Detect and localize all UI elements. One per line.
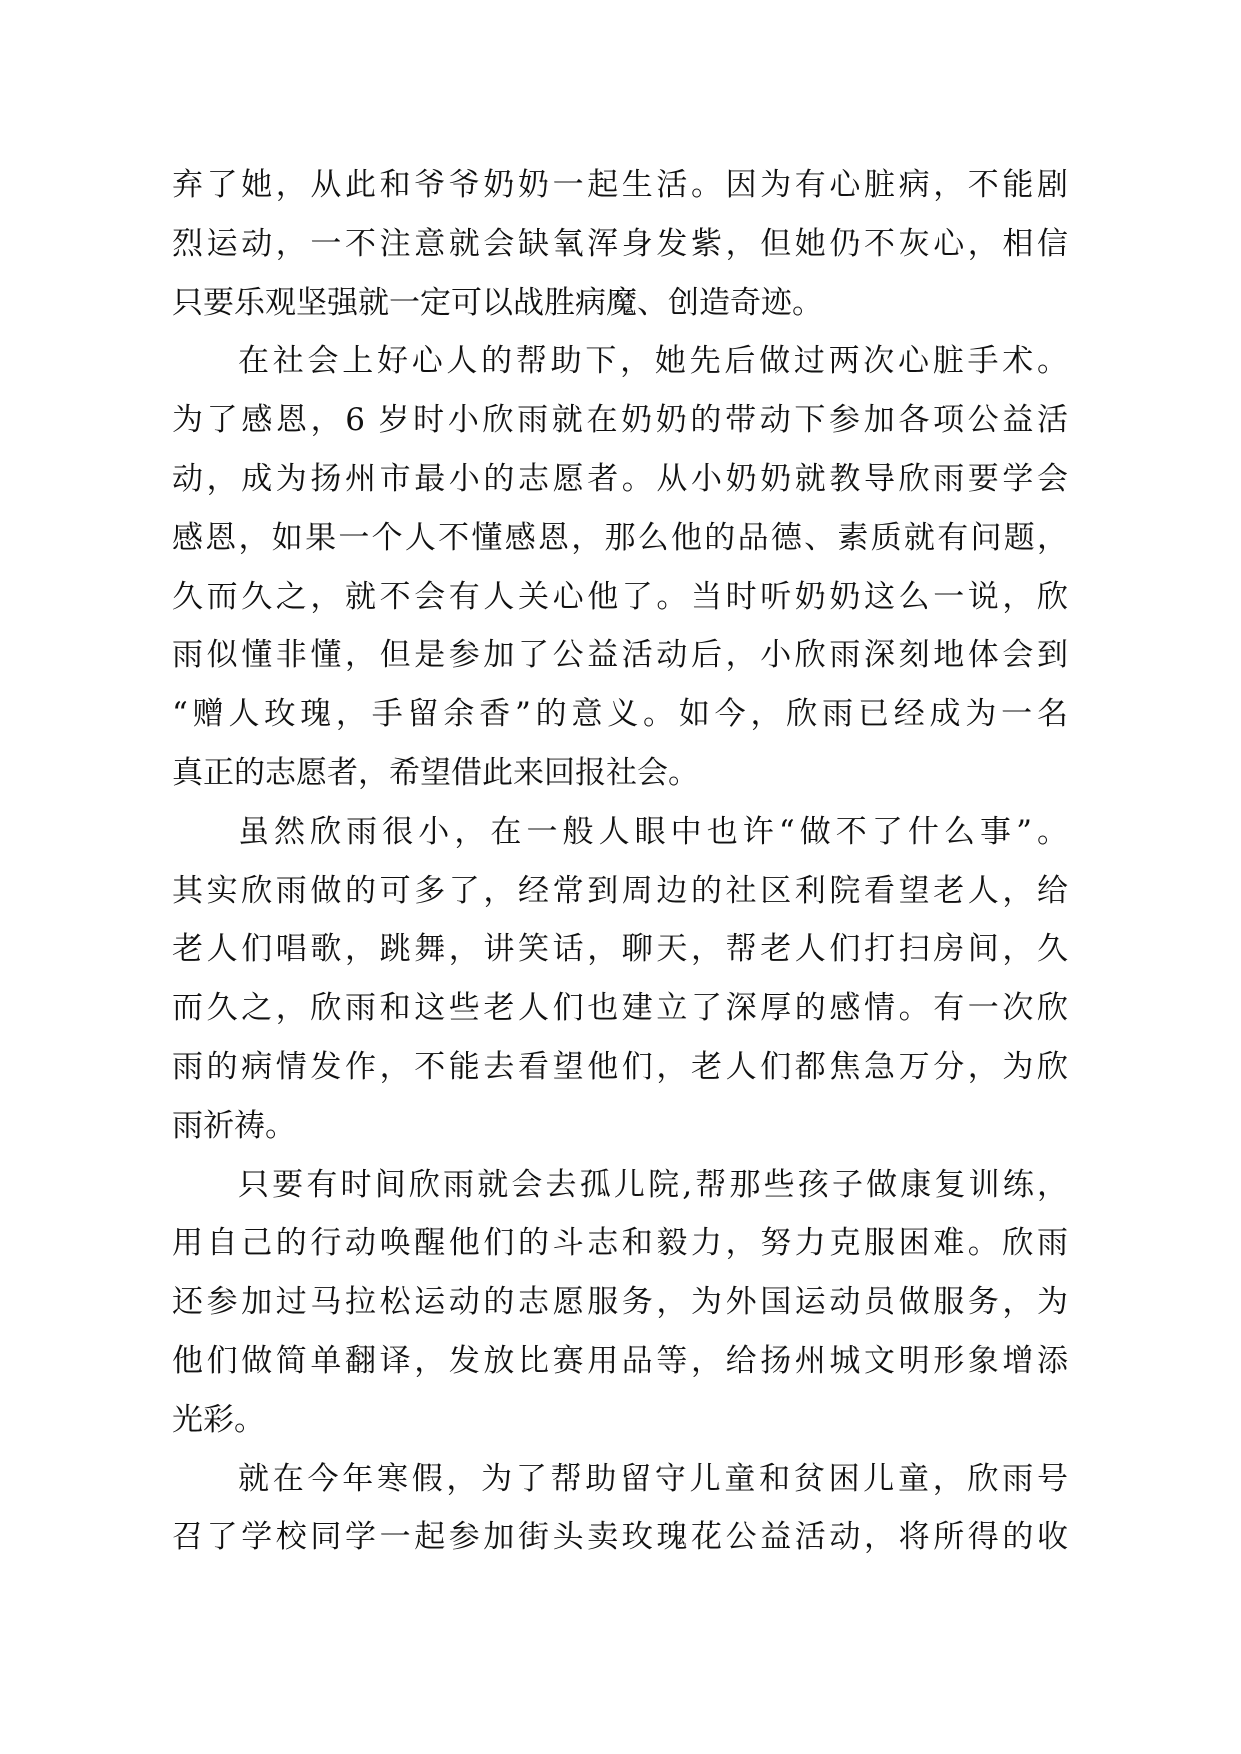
text-line: 雨似懂非懂，但是参加了公益活动后，小欣雨深刻地体会到: [172, 637, 1068, 674]
text-line: 而久之，欣雨和这些老人们也建立了深厚的感情。有一次欣: [172, 990, 1068, 1027]
text-line: 只要乐观坚强就一定可以战胜病魔、创造奇迹。: [172, 284, 823, 321]
text-line: 只要有时间欣雨就会去孤儿院,帮那些孩子做康复训练，: [238, 1166, 1068, 1203]
text-line: 动，成为扬州市最小的志愿者。从小奶奶就教导欣雨要学会: [172, 460, 1068, 497]
text-line: 雨祈祷。: [172, 1107, 296, 1144]
text-line: 在社会上好心人的帮助下，她先后做过两次心脏手术。: [238, 343, 1068, 380]
paragraph: [172, 1450, 1068, 1568]
text-line: 为了感恩，6 岁时小欣雨就在奶奶的带动下参加各项公益活: [172, 402, 1068, 439]
text-line: 还参加过马拉松运动的志愿服务，为外国运动员做服务，为: [172, 1284, 1068, 1321]
text-line: 弃了她，从此和爷爷奶奶一起生活。因为有心脏病，不能剧: [172, 167, 1068, 203]
text-line: 虽然欣雨很小，在一般人眼中也许“做不了什么事”。: [238, 813, 1068, 850]
text-line: 雨的病情发作，不能去看望他们，老人们都焦急万分，为欣: [172, 1048, 1068, 1085]
text-line: 召了学校同学一起参加街头卖玫瑰花公益活动，将所得的收: [172, 1519, 1068, 1556]
paragraph: [172, 332, 1068, 802]
paragraph: [172, 1156, 1068, 1450]
text-line: 就在今年寒假，为了帮助留守儿童和贫困儿童，欣雨号: [238, 1460, 1068, 1497]
paragraph: [172, 803, 1068, 1156]
text-line: 真正的志愿者，希望借此来回报社会。: [172, 754, 699, 791]
text-line: 其实欣雨做的可多了，经常到周边的社区利院看望老人，给: [172, 872, 1068, 909]
text-line: “赠人玫瑰，手留余香”的意义。如今，欣雨已经成为一名: [172, 696, 1068, 733]
paragraph: [172, 156, 1068, 332]
text-line: 老人们唱歌，跳舞，讲笑话，聊天，帮老人们打扫房间，久: [172, 931, 1068, 968]
text-body: [172, 156, 1068, 1567]
text-line: 光彩。: [172, 1401, 265, 1438]
text-line: 他们做简单翻译，发放比赛用品等，给扬州城文明形象增添: [172, 1342, 1068, 1379]
text-line: 用自己的行动唤醒他们的斗志和毅力，努力克服困难。欣雨: [172, 1225, 1068, 1262]
text-line: 感恩，如果一个人不懂感恩，那么他的品德、素质就有问题，: [172, 519, 1068, 556]
text-line: 烈运动，一不注意就会缺氧浑身发紫，但她仍不灰心，相信: [172, 225, 1068, 262]
text-line: 久而久之，就不会有人关心他了。当时听奶奶这么一说，欣: [172, 578, 1068, 615]
